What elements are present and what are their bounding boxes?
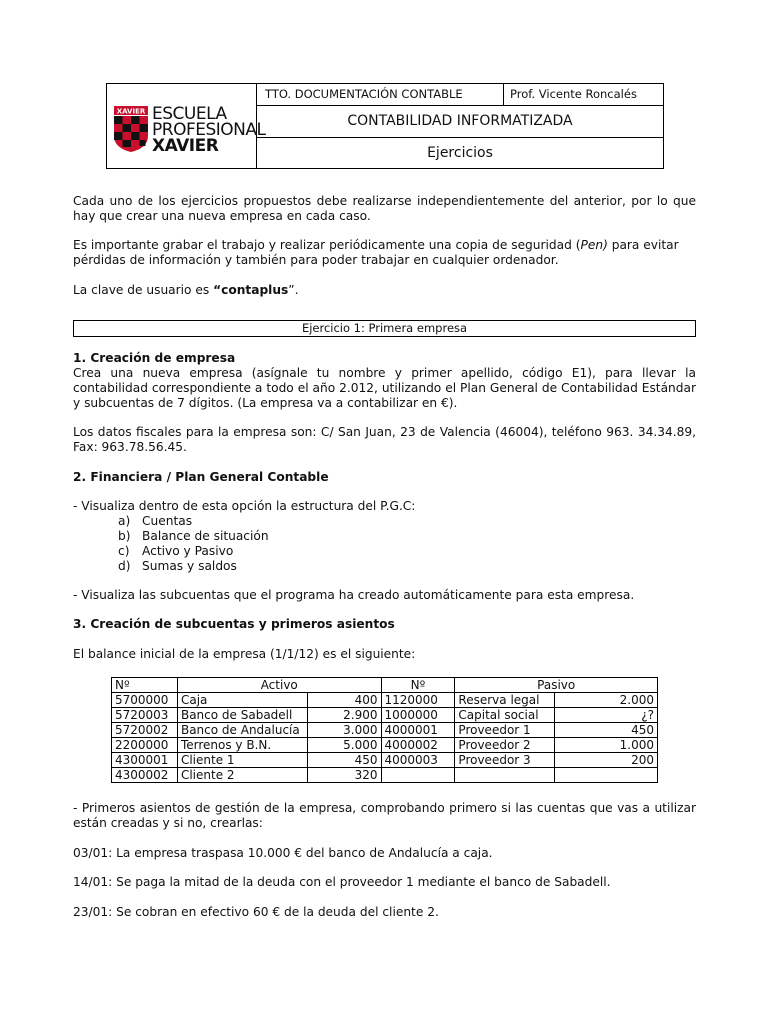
section-2-intro: - Visualiza dentro de esta opción la estructura del P.G.C: bbox=[73, 499, 416, 513]
logo-text bbox=[152, 106, 265, 154]
list-item: c) Activo y Pasivo bbox=[118, 544, 234, 558]
journal-entry-2: 14/01: Se paga la mitad de la deuda con el proveedor 1 mediante el banco de Sabadell. bbox=[73, 875, 611, 889]
document-header bbox=[106, 83, 664, 169]
section-1-paragraph-2: Los datos fiscales para la empresa son: C/ San Juan, 23 de Valencia (46004), teléfono 963. 34.34.89, Fax: 963.78.56.45. bbox=[73, 425, 696, 454]
table-row: 4300002 Cliente 2 320 bbox=[112, 768, 658, 783]
user-key: “contaplus bbox=[213, 283, 289, 297]
school-logo bbox=[107, 84, 266, 168]
teacher-label: Prof. Vicente Roncalés bbox=[510, 87, 637, 101]
header-no-activo: Nº bbox=[112, 678, 178, 693]
section-1-paragraph-1: Crea una nueva empresa (asígnale tu nombre y primer apellido, código E1), para llevar la contabilidad correspondiente a todo el año 2.012, utilizando el Plan General de Contabilidad Estándar y subcuentas de 7 dígitos. (La empresa va a contabilizar en €). bbox=[73, 366, 696, 410]
table-row: 4300001 Cliente 1 450 4000003 Proveedor 3 200 bbox=[112, 753, 658, 768]
intro-paragraph-3: La clave de usuario es “contaplus”. bbox=[73, 283, 299, 297]
logo-line-xavier: XAVIER bbox=[152, 136, 219, 156]
table-header-row bbox=[112, 678, 658, 693]
section-1-title: 1. Creación de empresa bbox=[73, 351, 236, 365]
pgc-structure-list bbox=[118, 514, 269, 574]
list-item: a) Cuentas bbox=[118, 514, 193, 528]
table-row: 5720003 Banco de Sabadell 2.900 1000000 Capital social ¿? bbox=[112, 708, 658, 723]
header-no-pasivo: Nº bbox=[381, 678, 455, 693]
logo-badge-text: XAVIER bbox=[116, 107, 146, 116]
header-row-top bbox=[257, 84, 663, 106]
list-item: d) Sumas y saldos bbox=[118, 559, 237, 573]
intro-paragraph-2: Es importante grabar el trabajo y realizar periódicamente una copia de seguridad (Pen) para evitar pérdidas de información y también para poder trabajar en cualquier ordenador. bbox=[73, 238, 679, 267]
section-2-title: 2. Financiera / Plan General Contable bbox=[73, 470, 329, 484]
journal-entry-3: 23/01: Se cobran en efectivo 60 € de la deuda del cliente 2. bbox=[73, 905, 439, 919]
list-item: b) Balance de situación bbox=[118, 529, 269, 543]
header-activo: Activo bbox=[177, 678, 381, 693]
exercise-title-box: Ejercicio 1: Primera empresa bbox=[73, 320, 696, 337]
shield-logo-icon bbox=[114, 106, 148, 152]
section-3-intro: El balance inicial de la empresa (1/1/12) es el siguiente: bbox=[73, 647, 416, 661]
logo-line-profesional: PROFESIONAL bbox=[152, 120, 266, 140]
journal-entry-1: 03/01: La empresa traspasa 10.000 € del banco de Andalucía a caja. bbox=[73, 846, 493, 860]
header-pasivo: Pasivo bbox=[455, 678, 658, 693]
document-type: Ejercicios bbox=[427, 145, 493, 161]
subject-label: TTO. DOCUMENTACIÓN CONTABLE bbox=[257, 84, 504, 105]
opening-balance-table bbox=[111, 677, 658, 783]
logo-line-escuela: ESCUELA bbox=[152, 104, 227, 124]
intro-paragraph-1: Cada uno de los ejercicios propuestos debe realizarse independientemente del anterior, por lo que hay que crear una nueva empresa en cada caso. bbox=[73, 194, 696, 223]
pen-term: Pen) bbox=[580, 238, 608, 252]
table-row: 2200000 Terrenos y B.N. 5.000 4000002 Proveedor 2 1.000 bbox=[112, 738, 658, 753]
course-title: CONTABILIDAD INFORMATIZADA bbox=[257, 106, 663, 138]
section-3-paragraph-2: - Primeros asientos de gestión de la empresa, comprobando primero si las cuentas que vas a utilizar están creadas y si no, crearlas: bbox=[73, 801, 696, 830]
section-2-paragraph-2: - Visualiza las subcuentas que el programa ha creado automáticamente para esta empresa. bbox=[73, 588, 635, 602]
table-row: 5720002 Banco de Andalucía 3.000 4000001 Proveedor 1 450 bbox=[112, 723, 658, 738]
table-row: 5700000 Caja 400 1120000 Reserva legal 2.000 bbox=[112, 693, 658, 708]
section-3-title: 3. Creación de subcuentas y primeros asientos bbox=[73, 617, 395, 631]
